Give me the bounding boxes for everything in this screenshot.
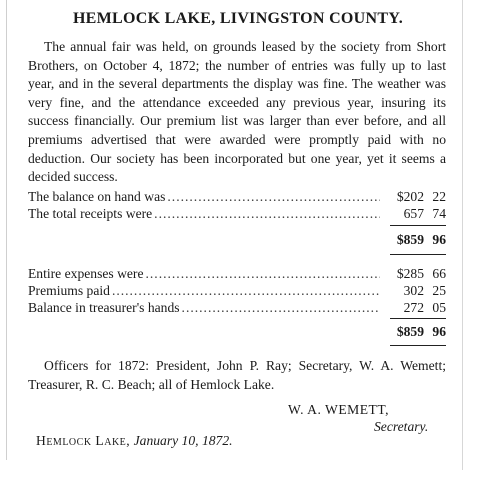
- report-heading: HEMLOCK LAKE, LIVINGSTON COUNTY.: [72, 10, 404, 27]
- total-rule: [390, 254, 446, 255]
- leader-dots: [167, 188, 380, 205]
- ledger-row: [28, 265, 446, 282]
- ledger-amount: 657 74: [403, 206, 446, 221]
- dateline: [36, 433, 233, 449]
- dateline-place: Hemlock Lake,: [36, 433, 131, 448]
- ledger-label: The total receipts were: [28, 206, 153, 221]
- total-rule: [390, 318, 446, 319]
- officers-paragraph: [28, 356, 446, 394]
- leader-dots: [154, 205, 380, 222]
- ledger-label: The balance on hand was: [28, 189, 166, 204]
- total-rule: [390, 345, 446, 346]
- receipts-ledger: [28, 188, 446, 222]
- ledger-label: Premiums paid: [28, 283, 110, 298]
- report-paragraph: [28, 38, 446, 187]
- ledger-row: [28, 205, 446, 222]
- leader-dots: [182, 299, 380, 316]
- ledger-label: Balance in treasurer's hands: [28, 300, 180, 315]
- left-page-edge: [6, 0, 7, 460]
- ledger-row: [28, 299, 446, 316]
- signature-title: Secretary.: [374, 419, 429, 434]
- dateline-date: January 10, 1872.: [133, 433, 233, 448]
- officers-text: Officers for 1872: President, John P. Ray; Secretary, W. A. Wemett; Treasurer, R. C. Beach; all of Hemlock Lake.: [28, 358, 446, 392]
- ledger-amount: 302 25: [403, 283, 446, 298]
- ledger-amount: $202 22: [396, 189, 446, 204]
- ledger-row: [28, 188, 446, 205]
- ledger-amount: $285 66: [396, 266, 446, 281]
- ledger-amount: 272 05: [403, 300, 446, 315]
- leader-dots: [146, 265, 381, 282]
- ledger-row: [28, 282, 446, 299]
- ledger-label: Entire expenses were: [28, 266, 144, 281]
- leader-dots: [112, 282, 380, 299]
- expenses-total: $859 96: [396, 324, 446, 339]
- total-rule: [390, 225, 446, 226]
- report-text: The annual fair was held, on grounds leased by the society from Short Brothers, on October 4, 1872; the number of entries was fully up to last year, and in the several departments the display was fine. The weather was very fine, and the attendance exceeded any previous year, insuring its success financially. Our premium list was larger than ever before, and all premiums advertised that were awarded were promptly paid with no deduction. Our society has been incorporated but one year, yet it seems a decided success.: [28, 39, 446, 185]
- right-page-edge: [462, 0, 463, 470]
- receipts-total: $859 96: [396, 232, 446, 247]
- expenses-ledger: [28, 265, 446, 316]
- signature-name: W. A. WEMETT,: [288, 402, 390, 417]
